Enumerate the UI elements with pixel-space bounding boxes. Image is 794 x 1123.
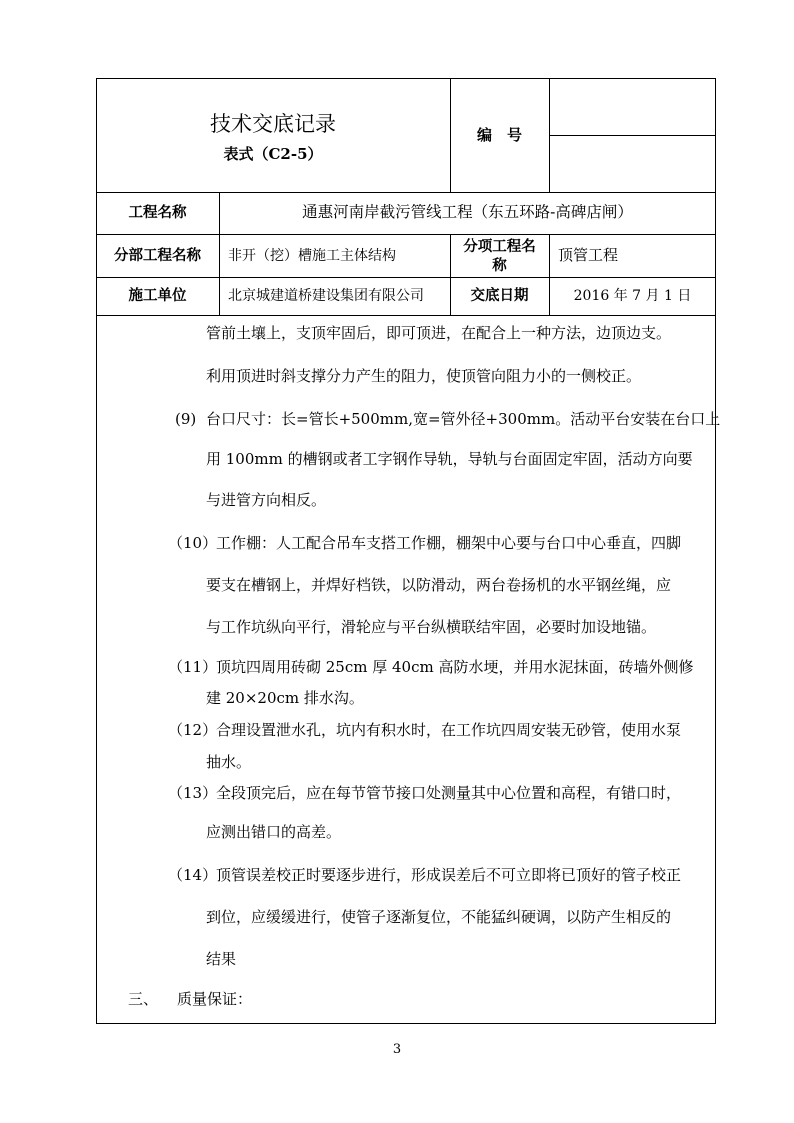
item-line: 抽水。 (206, 753, 252, 771)
rule-row1-bottom (96, 234, 716, 235)
contractor-label: 施工单位 (128, 287, 187, 304)
item-line: 要支在槽钢上，并焊好档铁，以防滑动，两台卷扬机的水平钢丝绳，应 (206, 576, 672, 594)
date-value: 2016 年 7 月 1 日 (573, 288, 692, 304)
item-line: 用 100mm 的槽钢或者工字钢作导轨，导轨与台面固定牢固，活动方向要 (206, 450, 693, 468)
section-title: 质量保证： (177, 990, 253, 1008)
item-number: （13） (168, 784, 218, 802)
item-line: 到位，应缓缓进行，使管子逐渐复位，不能猛纠硬调，以防产生相反的 (206, 908, 672, 926)
item-line: 工作棚：人工配合吊车支搭工作棚，棚架中心要与台口中心垂直，四脚 (216, 534, 682, 552)
item-number: （12） (168, 721, 218, 739)
contractor-value: 北京城建道桥建设集团有限公司 (228, 288, 424, 304)
item-line: 台口尺寸：长=管长+500mm,宽=管外径+300mm。活动平台安装在台口上 (206, 410, 721, 428)
subitem-value: 顶管工程 (558, 246, 619, 264)
item-number: （10） (168, 534, 218, 552)
item-line: 与工作坑纵向平行，滑轮应与平台纵横联结牢固，必要时加设地锚。 (206, 618, 657, 636)
section-number: 三、 (128, 990, 159, 1008)
project-name-label: 工程名称 (128, 204, 187, 221)
form-code: 表式（C2-5） (223, 145, 323, 163)
form-title: 技术交底记录 (210, 112, 336, 136)
item-number: （14） (168, 866, 218, 884)
item-line: 与进管方向相反。 (206, 491, 327, 509)
rule-row2-bottom (96, 277, 716, 278)
item-line: 顶坑四周用砖砌 25cm 厚 40cm 高防水埂，并用水泥抹面，砖墙外侧修 (216, 658, 694, 676)
item-line: 应测出错口的高差。 (206, 823, 342, 841)
rule-header-v2 (549, 78, 550, 192)
item-line: 全段顶完后，应在每节管节接口处测量其中心位置和高程，有错口时， (216, 784, 682, 802)
project-name-value: 通惠河南岸截污管线工程（东五环路-高碑店闸） (302, 203, 633, 221)
number-label: 编 号 (476, 126, 522, 144)
item-number: （11） (168, 658, 218, 676)
subitem-label-line1: 分项工程名 (463, 238, 536, 255)
subitem-label-line2: 称 (492, 257, 507, 274)
item-line: 建 20×20cm 排水沟。 (206, 689, 364, 707)
rule-number-split (549, 135, 716, 136)
body-line: 利用顶进时斜支撑分力产生的阻力，使顶管向阻力小的一侧校正。 (206, 367, 642, 385)
item-number: (9) (175, 410, 197, 428)
division-value: 非开（挖）槽施工主体结构 (228, 248, 396, 264)
division-label: 分部工程名称 (114, 247, 201, 264)
rule-header-bottom (96, 192, 716, 193)
item-line: 合理设置泄水孔，坑内有积水时，在工作坑四周安装无砂管，使用水泵 (216, 721, 682, 739)
item-line: 结果 (206, 950, 237, 968)
page-number: 3 (392, 1042, 402, 1057)
body-line: 管前土壤上，支顶牢固后，即可顶进，在配合上一种方法，边顶边支。 (206, 324, 672, 342)
rule-row3-bottom (96, 315, 716, 316)
item-line: 顶管误差校正时要逐步进行，形成误差后不可立即将已顶好的管子校正 (216, 866, 682, 884)
date-label: 交底日期 (470, 287, 529, 304)
